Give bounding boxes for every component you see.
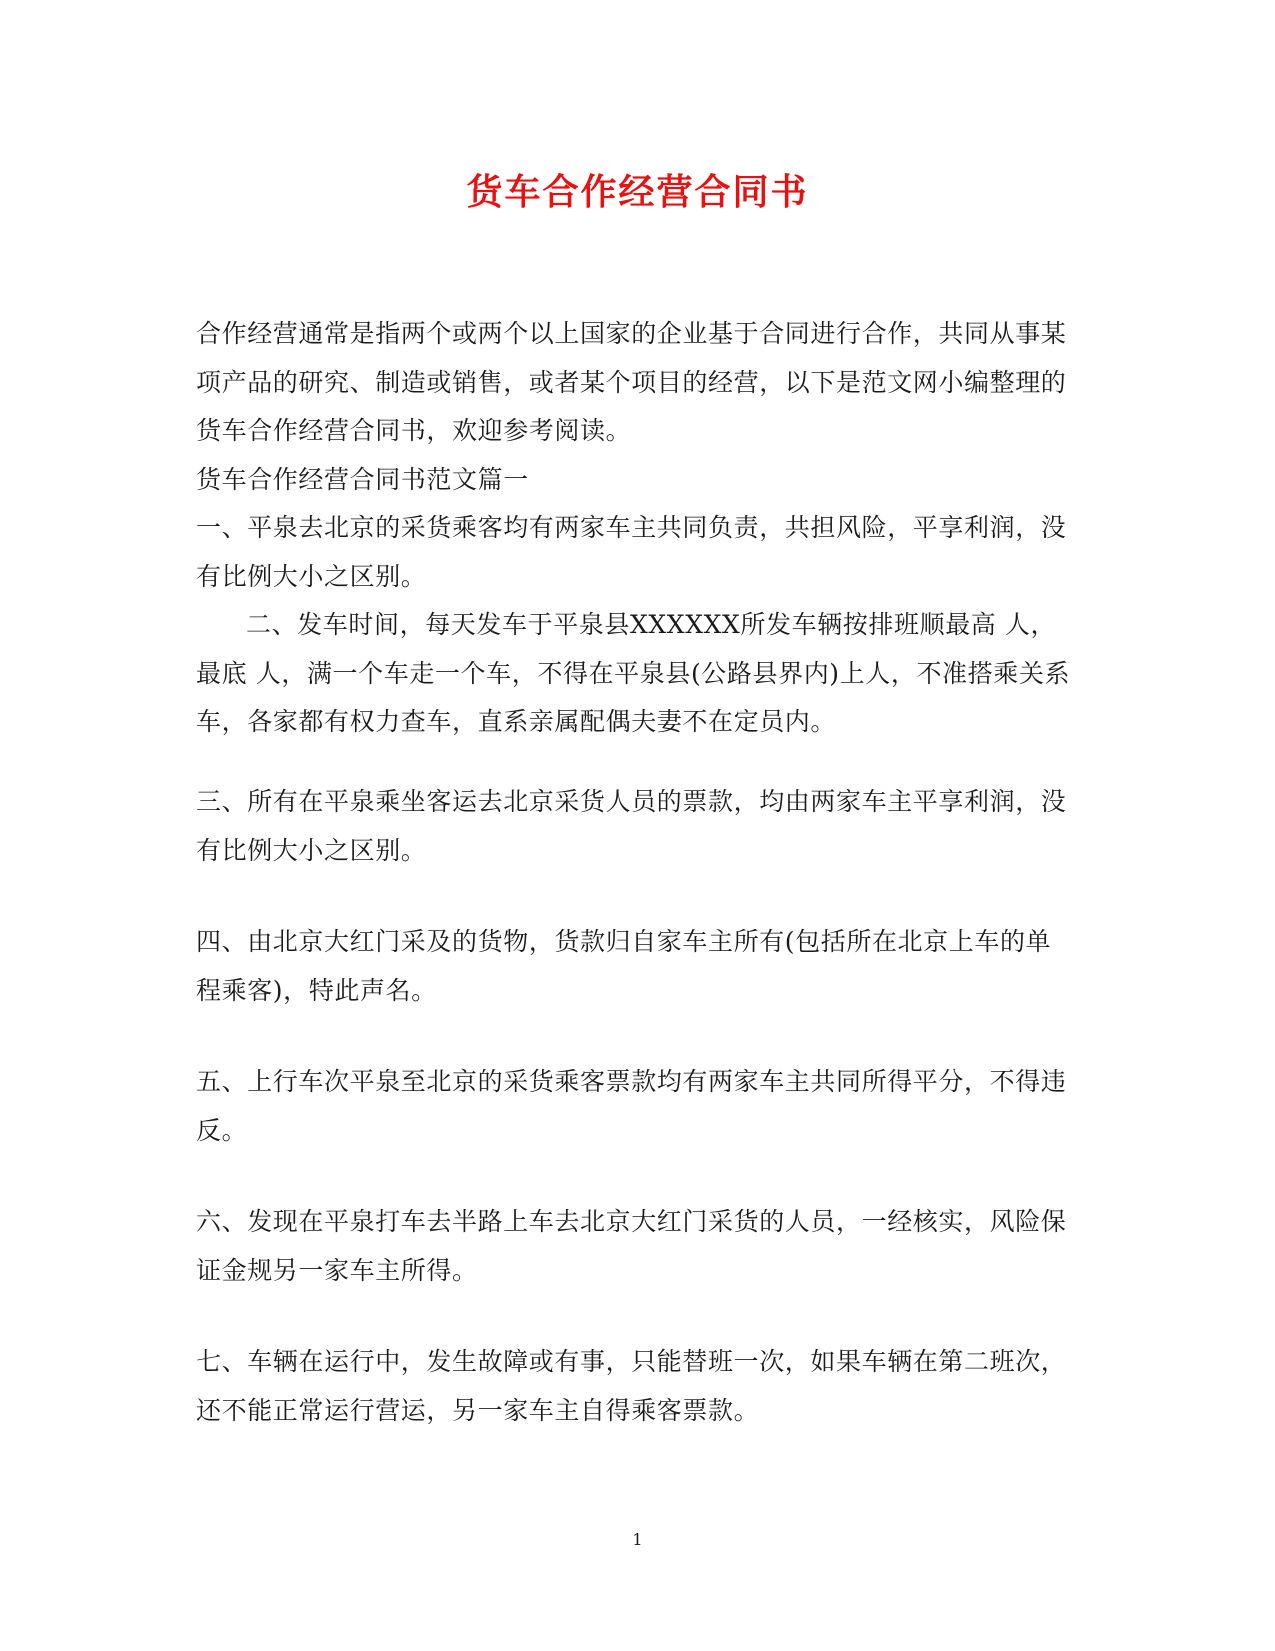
document-body [196, 310, 1076, 747]
paragraph-clause-3: 三、所有在平泉乘坐客运去北京采货人员的票款，均由两家车主平享利润，没有比例大小之区别。 [196, 787, 1067, 865]
document-body-clause-7 [196, 1338, 1076, 1435]
paragraph-clause-7: 七、车辆在运行中，发生故障或有事，只能替班一次，如果车辆在第二班次，还不能正常运行营运，另一家车主自得乘客票款。 [196, 1347, 1067, 1425]
paragraph-intro: 合作经营通常是指两个或两个以上国家的企业基于合同进行合作，共同从事某项产品的研究、制造或销售，或者某个项目的经营，以下是范文网小编整理的货车合作经营合同书，欢迎参考阅读。 [196, 319, 1067, 445]
paragraph-clause-6: 六、发现在平泉打车去半路上车去北京大红门采货的人员，一经核实，风险保证金规另一家车主所得。 [196, 1207, 1067, 1285]
document-body-clause-4 [196, 918, 1076, 1015]
document-body-clause-3 [196, 778, 1076, 875]
paragraph-section-heading: 货车合作经营合同书范文篇一 [196, 464, 529, 494]
document-title: 货车合作经营合同书 [466, 171, 809, 213]
document-body-clause-6 [196, 1198, 1076, 1295]
paragraph-clause-2: 二、发车时间，每天发车于平泉县XXXXXX所发车辆按排班顺最高 人，最底 人，满一个车走一个车，不得在平泉县(公路县界内)上人，不准搭乘关系车，各家都有权力查车，直系亲属配偶夫妻不在定员内。 [196, 610, 1071, 736]
document-body-clause-5 [196, 1058, 1076, 1155]
page-number: 1 [632, 1530, 643, 1549]
paragraph-clause-1: 一、平泉去北京的采货乘客均有两家车主共同负责，共担风险，平享利润，没有比例大小之区别。 [196, 513, 1067, 591]
paragraph-clause-4: 四、由北京大红门采及的货物，货款归自家车主所有(包括所在北京上车的单程乘客)，特此声名。 [196, 927, 1052, 1005]
paragraph-clause-5: 五、上行车次平泉至北京的采货乘客票款均有两家车主共同所得平分，不得违反。 [196, 1067, 1067, 1145]
